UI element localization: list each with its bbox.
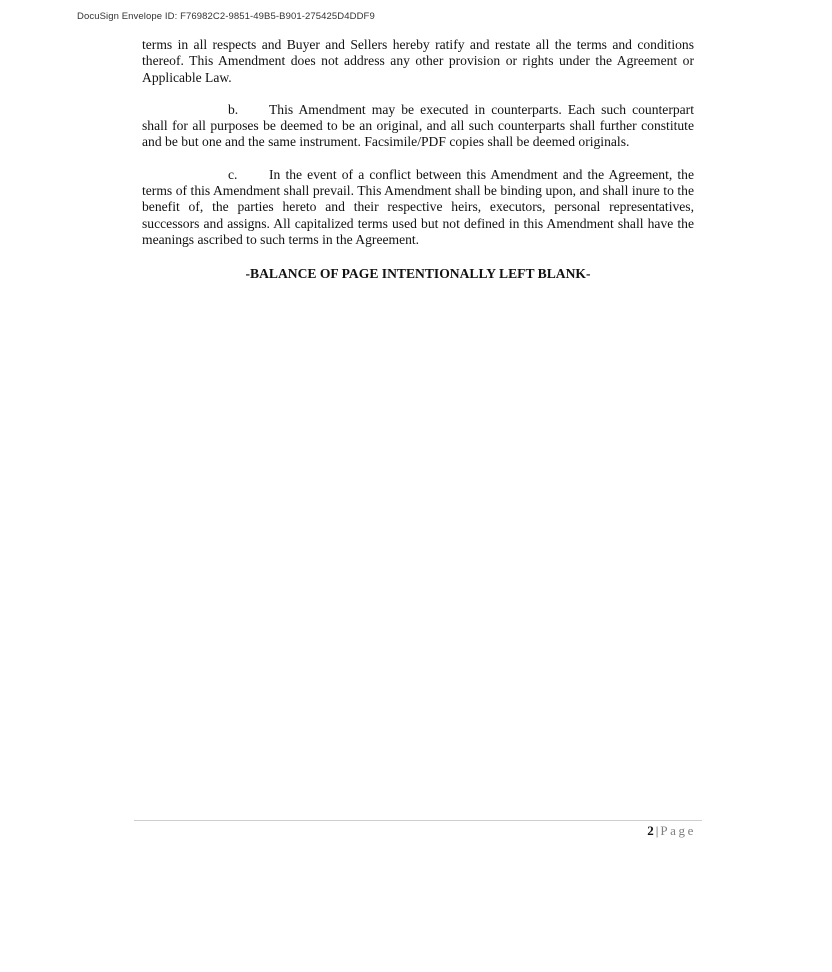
- document-body: [142, 37, 694, 264]
- clause-c-marker: c.: [228, 166, 238, 182]
- clause-c-text: In the event of a conflict between this Amendment and the Agreement, the terms of this Amendment shall prevail. This Amendment shall be binding upon, and shall inure to the benefit of, the parties hereto and their respective heirs, executors, personal representatives, successors and assigns. All capitalized terms used but not defined in this Amendment shall have the meanings ascribed to such terms in the Agreement.: [142, 166, 694, 247]
- docusign-envelope-id: DocuSign Envelope ID: F76982C2-9851-49B5-B901-275425D4DDF9: [77, 11, 375, 22]
- page-footer: [647, 823, 696, 839]
- clause-b-text: This Amendment may be executed in counterparts. Each such counterpart shall for all purposes be deemed to be an original, and all such counterparts shall further constitute and be but one and the same instrument. Facsimile/PDF copies shall be deemed originals.: [142, 101, 694, 150]
- footer-divider: [134, 820, 702, 821]
- clause-b: [142, 102, 694, 151]
- continuation-paragraph: terms in all respects and Buyer and Sellers hereby ratify and restate all the terms and conditions thereof. This Amendment does not address any other provision or rights under the Agreement or Applicable Law.: [142, 37, 694, 85]
- balance-blank-notice: -BALANCE OF PAGE INTENTIONALLY LEFT BLANK-: [245, 266, 591, 281]
- page-separator: |: [655, 823, 659, 838]
- page-label: Page: [660, 823, 696, 838]
- clause-b-marker: b.: [228, 101, 239, 117]
- page-number: 2: [647, 823, 654, 838]
- clause-c: [142, 167, 694, 248]
